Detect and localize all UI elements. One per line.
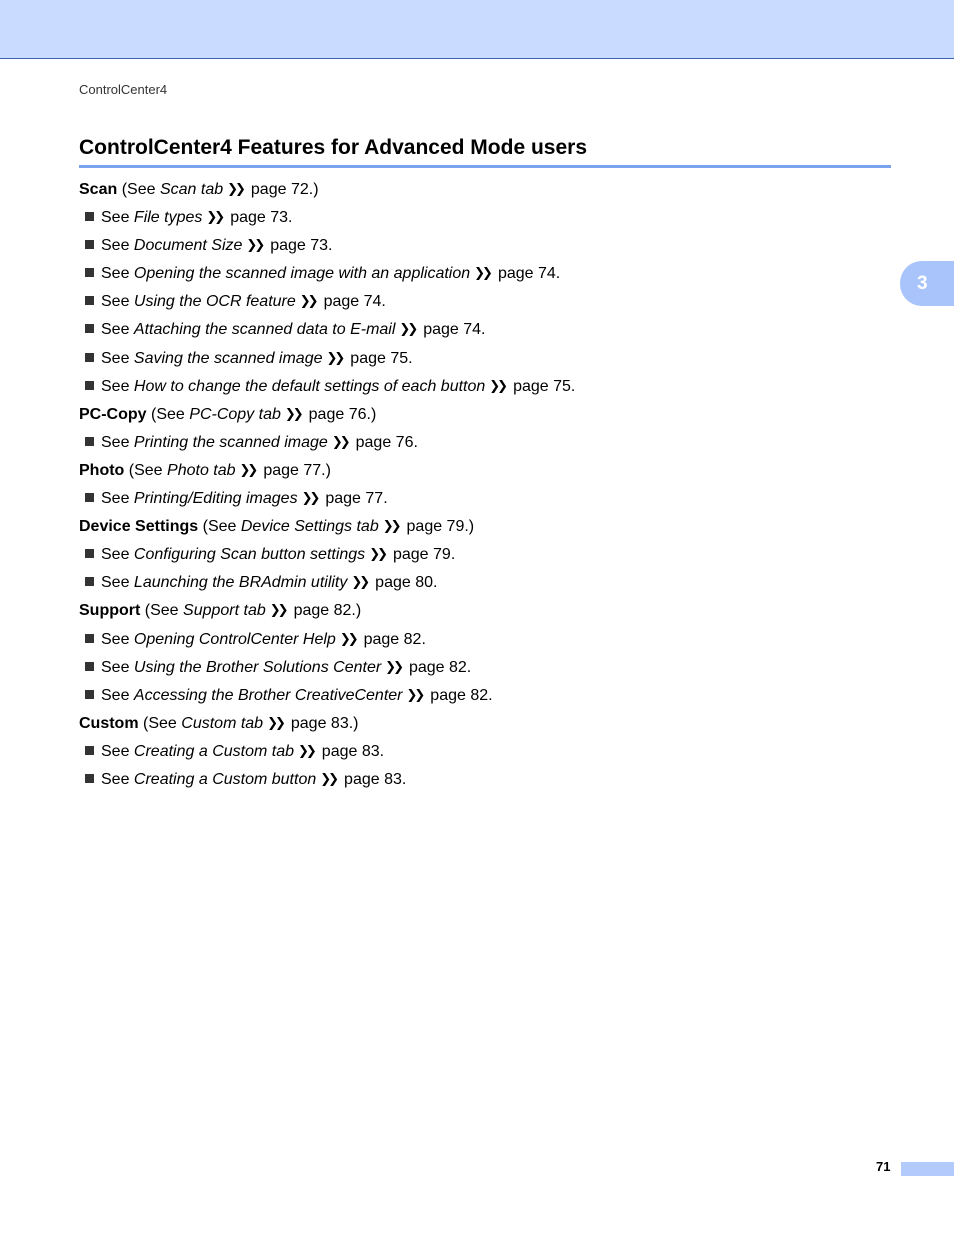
cross-reference-link[interactable]: Printing the scanned image <box>133 433 328 451</box>
page-reference: page 74. <box>423 321 486 339</box>
group-heading <box>79 400 891 428</box>
see-label: See <box>101 658 134 676</box>
see-label: See <box>101 686 134 704</box>
double-arrow-icon: ❯❯ <box>284 405 301 421</box>
page-reference: page 77.) <box>263 461 331 479</box>
group-name: Device Settings <box>79 518 199 536</box>
square-bullet-icon <box>85 268 94 277</box>
group-name: Support <box>79 602 141 620</box>
page-reference: page 73. <box>230 209 293 227</box>
square-bullet-icon <box>85 353 94 362</box>
page-reference: page 75. <box>513 377 576 395</box>
cross-reference-link[interactable]: Opening ControlCenter Help <box>133 630 336 648</box>
page-reference: page 76.) <box>308 405 377 423</box>
cross-reference-link[interactable]: Custom tab <box>181 714 264 732</box>
list-item <box>79 625 891 653</box>
page-reference: page 73. <box>270 237 333 255</box>
square-bullet-icon <box>85 746 94 755</box>
see-label: See <box>101 742 134 760</box>
double-arrow-icon: ❯❯ <box>320 770 337 786</box>
cross-reference-link[interactable]: Photo tab <box>167 461 236 479</box>
see-label: See <box>101 630 134 648</box>
list-item <box>79 231 891 259</box>
see-label: See <box>101 321 134 339</box>
group-name: Photo <box>79 461 125 479</box>
cross-reference-link[interactable]: File types <box>133 209 203 227</box>
group-heading <box>79 175 891 203</box>
page-number: 71 <box>876 1159 891 1174</box>
list-item <box>79 259 891 287</box>
see-label: See <box>101 293 134 311</box>
cross-reference-link[interactable]: How to change the default settings of each button <box>133 377 486 395</box>
see-prefix: (See <box>128 461 168 479</box>
square-bullet-icon <box>85 774 94 783</box>
square-bullet-icon <box>85 690 94 699</box>
page-reference: page 83. <box>344 770 407 788</box>
square-bullet-icon <box>85 324 94 333</box>
page-reference: page 83.) <box>290 714 359 732</box>
group-name: Scan <box>79 181 118 198</box>
page-reference: page 80. <box>375 574 438 592</box>
group-heading <box>79 456 891 484</box>
header-band <box>0 0 954 59</box>
double-arrow-icon: ❯❯ <box>299 293 316 309</box>
group-heading <box>79 709 891 737</box>
cross-reference-link[interactable]: Support tab <box>183 602 266 620</box>
chapter-number: 3 <box>917 273 928 294</box>
cross-reference-link[interactable]: PC-Copy tab <box>189 405 281 423</box>
list-item <box>79 737 891 765</box>
list-item <box>79 568 891 596</box>
double-arrow-icon: ❯❯ <box>206 209 223 225</box>
see-label: See <box>101 770 134 788</box>
double-arrow-icon: ❯❯ <box>269 602 286 618</box>
cross-reference-link[interactable]: Creating a Custom tab <box>133 742 294 760</box>
see-label: See <box>101 237 134 255</box>
section-title: ControlCenter4 Features for Advanced Mode users <box>79 135 891 168</box>
group-heading <box>79 512 891 540</box>
group-heading <box>79 596 891 624</box>
see-prefix: (See <box>143 714 182 732</box>
double-arrow-icon: ❯❯ <box>246 237 263 253</box>
double-arrow-icon: ❯❯ <box>301 490 318 506</box>
double-arrow-icon: ❯❯ <box>331 433 348 449</box>
double-arrow-icon: ❯❯ <box>239 461 256 477</box>
group-name: Custom <box>79 714 139 732</box>
feature-list <box>79 175 891 793</box>
square-bullet-icon <box>85 577 94 586</box>
square-bullet-icon <box>85 662 94 671</box>
see-prefix: (See <box>151 405 190 423</box>
cross-reference-link[interactable]: Using the OCR feature <box>133 293 296 311</box>
see-label: See <box>101 546 134 564</box>
double-arrow-icon: ❯❯ <box>399 321 416 337</box>
list-item <box>79 203 891 231</box>
double-arrow-icon: ❯❯ <box>369 546 385 562</box>
double-arrow-icon: ❯❯ <box>474 265 490 281</box>
running-header: ControlCenter4 <box>79 82 168 97</box>
cross-reference-link[interactable]: Attaching the scanned data to E-mail <box>133 321 396 339</box>
page-reference: page 82.) <box>293 602 362 620</box>
cross-reference-link[interactable]: Printing/Editing images <box>133 490 298 508</box>
footer-bar <box>901 1162 954 1176</box>
see-prefix: (See <box>144 602 184 620</box>
cross-reference-link[interactable]: Using the Brother Solutions Center <box>133 658 382 676</box>
cross-reference-link[interactable]: Opening the scanned image with an application <box>133 265 471 283</box>
square-bullet-icon <box>85 212 94 221</box>
cross-reference-link[interactable]: Configuring Scan button settings <box>133 546 366 564</box>
see-label: See <box>101 209 134 227</box>
double-arrow-icon: ❯❯ <box>326 349 343 365</box>
double-arrow-icon: ❯❯ <box>489 377 506 393</box>
list-item <box>79 765 891 793</box>
see-label: See <box>101 433 134 451</box>
double-arrow-icon: ❯❯ <box>339 630 356 646</box>
square-bullet-icon <box>85 381 94 390</box>
see-label: See <box>101 265 134 283</box>
see-label: See <box>101 574 134 592</box>
page-reference: page 82. <box>408 658 472 676</box>
cross-reference-link[interactable]: Accessing the Brother CreativeCenter <box>133 686 403 704</box>
page-reference: page 75. <box>350 349 413 367</box>
list-item <box>79 287 891 315</box>
square-bullet-icon <box>85 437 94 446</box>
double-arrow-icon: ❯❯ <box>385 658 401 674</box>
double-arrow-icon: ❯❯ <box>351 574 368 590</box>
page-reference: page 74. <box>323 293 386 311</box>
list-item <box>79 428 891 456</box>
list-item <box>79 484 891 512</box>
page-reference: page 83. <box>321 742 385 760</box>
double-arrow-icon: ❯❯ <box>267 714 283 730</box>
cross-reference-link[interactable]: Launching the BRAdmin utility <box>133 574 348 592</box>
chapter-tab <box>900 261 954 306</box>
double-arrow-icon: ❯❯ <box>406 686 423 702</box>
cross-reference-link[interactable]: Scan tab <box>159 181 224 198</box>
square-bullet-icon <box>85 493 94 502</box>
cross-reference-link[interactable]: Creating a Custom button <box>133 770 317 788</box>
list-item <box>79 344 891 372</box>
square-bullet-icon <box>85 634 94 643</box>
group-name: PC-Copy <box>79 405 147 423</box>
page-reference: page 74. <box>497 265 561 283</box>
see-label: See <box>101 349 134 367</box>
cross-reference-link[interactable]: Document Size <box>133 237 243 255</box>
list-item <box>79 681 891 709</box>
see-label: See <box>101 377 134 395</box>
square-bullet-icon <box>85 240 94 249</box>
square-bullet-icon <box>85 296 94 305</box>
cross-reference-link[interactable]: Saving the scanned image <box>133 349 323 367</box>
page-reference: page 72.) <box>250 181 319 198</box>
page-reference: page 79. <box>392 546 456 564</box>
double-arrow-icon: ❯❯ <box>298 742 314 758</box>
page-reference: page 76. <box>355 433 418 451</box>
see-prefix: (See <box>121 181 160 198</box>
double-arrow-icon: ❯❯ <box>227 181 243 196</box>
list-item <box>79 372 891 400</box>
page-reference: page 82. <box>363 630 426 648</box>
list-item <box>79 653 891 681</box>
see-label: See <box>101 490 134 508</box>
page-reference: page 82. <box>430 686 493 704</box>
page-reference: page 79.) <box>406 518 475 536</box>
cross-reference-link[interactable]: Device Settings tab <box>240 518 379 536</box>
square-bullet-icon <box>85 549 94 558</box>
list-item <box>79 540 891 568</box>
see-prefix: (See <box>202 518 241 536</box>
list-item <box>79 315 891 343</box>
double-arrow-icon: ❯❯ <box>382 518 399 534</box>
page-reference: page 77. <box>325 490 388 508</box>
